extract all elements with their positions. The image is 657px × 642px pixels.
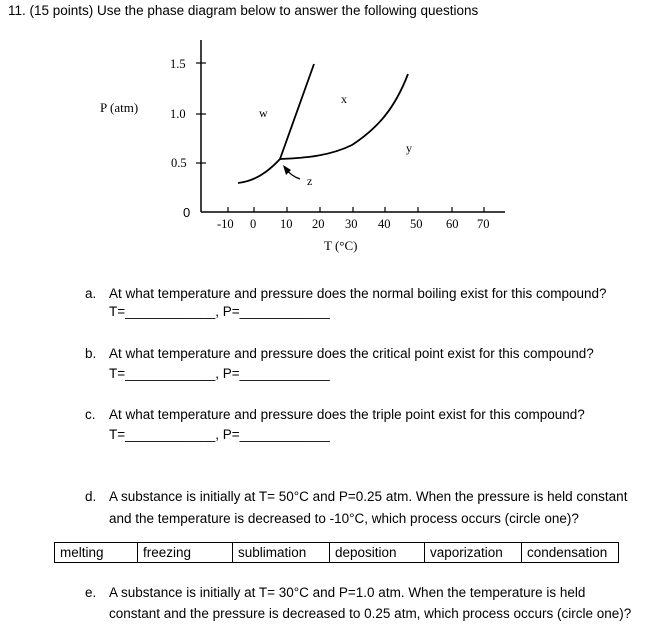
- choice-freezing[interactable]: freezing: [138, 543, 233, 563]
- part-b-letter: b.: [85, 346, 97, 361]
- x-tick-label-60: 60: [446, 217, 459, 231]
- vaporization-curve: [280, 74, 408, 159]
- choice-condensation[interactable]: condensation: [522, 543, 619, 563]
- x-tick-label-50: 50: [410, 217, 423, 231]
- region-label-y: y: [406, 141, 412, 155]
- x-tick-label-30: 30: [345, 217, 358, 231]
- choice-deposition[interactable]: deposition: [330, 543, 425, 563]
- part-b-answer[interactable]: T=____________, P=____________: [109, 366, 330, 381]
- part-e-line2: constant and the pressure is decreased to 0.25 atm, which process occurs (circle one)?: [109, 606, 632, 621]
- choice-vaporization[interactable]: vaporization: [425, 543, 522, 563]
- part-a-text: At what temperature and pressure does the normal boiling exist for this compound?: [109, 286, 607, 301]
- y-tick-label-1-5: 1.5: [170, 57, 186, 71]
- part-b-text: At what temperature and pressure does the critical point exist for this compound?: [109, 346, 594, 361]
- x-axis-label: T (°C): [324, 238, 358, 253]
- part-a-answer[interactable]: T=____________, P=____________: [109, 304, 330, 319]
- choice-melting[interactable]: melting: [55, 543, 138, 563]
- region-label-z: z: [307, 174, 313, 188]
- part-d-letter: d.: [85, 489, 97, 504]
- choice-sublimation[interactable]: sublimation: [233, 543, 330, 563]
- x-tick-label-20: 20: [312, 217, 325, 231]
- part-c-letter: c.: [85, 407, 96, 422]
- phase-diagram: [0, 0, 657, 270]
- x-tick-label-70: 70: [477, 217, 490, 231]
- part-c-answer[interactable]: T=____________, P=____________: [109, 427, 330, 442]
- region-label-w: w: [259, 106, 268, 120]
- part-a-letter: a.: [85, 286, 97, 301]
- part-e-line1: A substance is initially at T= 30°C and P=1.0 atm. When the temperature is held: [109, 585, 586, 600]
- y-tick-label-1-0: 1.0: [170, 107, 186, 121]
- question-header: 11. (15 points) Use the phase diagram below to answer the following questions: [8, 3, 479, 18]
- part-e-letter: e.: [85, 585, 97, 600]
- y-tick-label-0-5: 0.5: [171, 156, 187, 170]
- part-c-text: At what temperature and pressure does the triple point exist for this compound?: [109, 407, 585, 422]
- region-label-x: x: [341, 92, 347, 106]
- x-tick-label-40: 40: [378, 217, 391, 231]
- part-d-line1: A substance is initially at T= 50°C and P=0.25 atm. When the pressure is held constant: [109, 489, 628, 504]
- y-tick-label-0: 0: [183, 205, 191, 220]
- process-choices-table: [54, 542, 619, 563]
- x-tick-label-10: 10: [280, 217, 293, 231]
- part-d-line2: and the temperature is decreased to -10°C, which process occurs (circle one)?: [109, 511, 579, 526]
- y-axis-label: P (atm): [100, 100, 139, 115]
- x-tick-label-0: 0: [250, 217, 257, 231]
- x-tick-label--10: -10: [217, 217, 234, 231]
- sublimation-curve: [238, 159, 280, 183]
- melting-curve: [280, 64, 314, 159]
